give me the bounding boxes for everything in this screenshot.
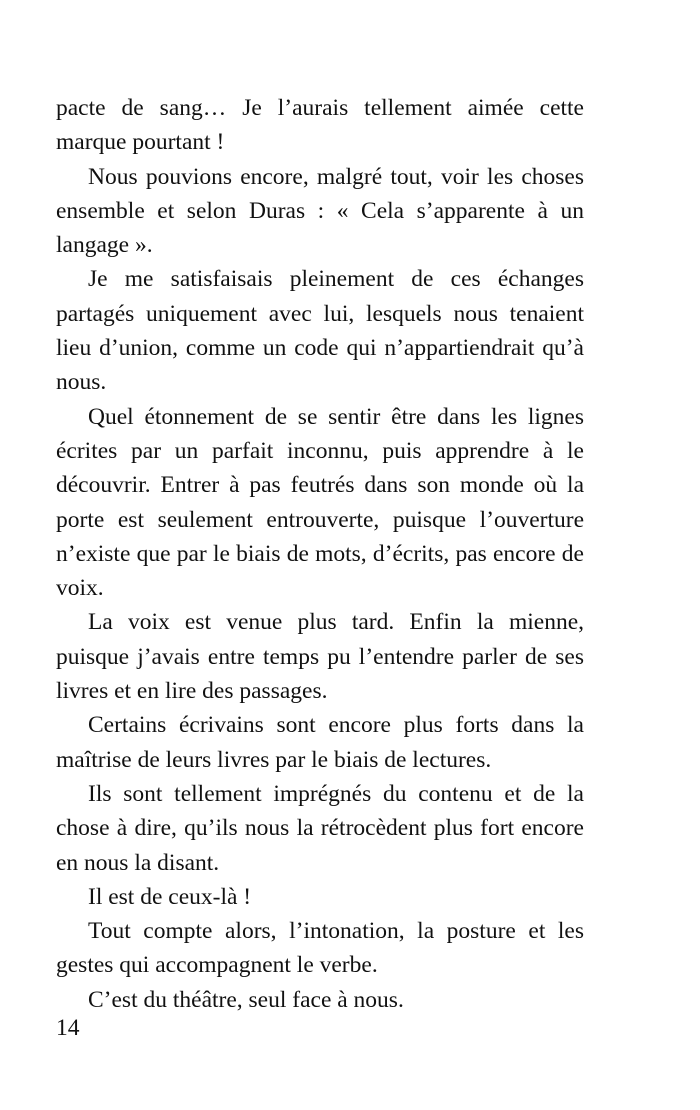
paragraph-1: pacte de sang… Je l’aurais tellement aimée cette marque pourtant ! <box>56 95 584 156</box>
paragraph-7: Ils sont tellement imprégnés du contenu et de la chose à dire, qu’ils nous la rétrocèdent plus fort encore en nous la disant. <box>56 780 584 876</box>
paragraph-6: Certains écrivains sont encore plus forts dans la maîtrise de leurs livres par le biais de lectures. <box>56 712 584 773</box>
page-number: 14 <box>56 1015 80 1041</box>
paragraph-4: Quel étonnement de se sentir être dans les lignes écrites par un parfait inconnu, puis apprendre à le découvrir. Entrer à pas feutrés dans son monde où la porte est seulement entrouverte, puisque l’ouverture n’existe que par le biais de mots, d’écrits, pas encore de voix. <box>56 403 584 602</box>
paragraph-9: Tout compte alors, l’intonation, la posture et les gestes qui accompagnent le verbe. <box>56 918 584 979</box>
body-text <box>56 91 584 1017</box>
paragraph-10: C’est du théâtre, seul face à nous. <box>88 986 404 1013</box>
paragraph-2: Nous pouvions encore, malgré tout, voir les choses ensemble et selon Duras : « Cela s’apparente à un langage ». <box>56 163 584 259</box>
paragraph-3: Je me satisfaisais pleinement de ces échanges partagés uniquement avec lui, lesquels nous tenaient lieu d’union, comme un code qui n’appartiendrait qu’à nous. <box>56 266 584 396</box>
paragraph-5: La voix est venue plus tard. Enfin la mienne, puisque j’avais entre temps pu l’entendre parler de ses livres et en lire des passages. <box>56 609 584 705</box>
paragraph-8: Il est de ceux-là ! <box>88 883 252 910</box>
